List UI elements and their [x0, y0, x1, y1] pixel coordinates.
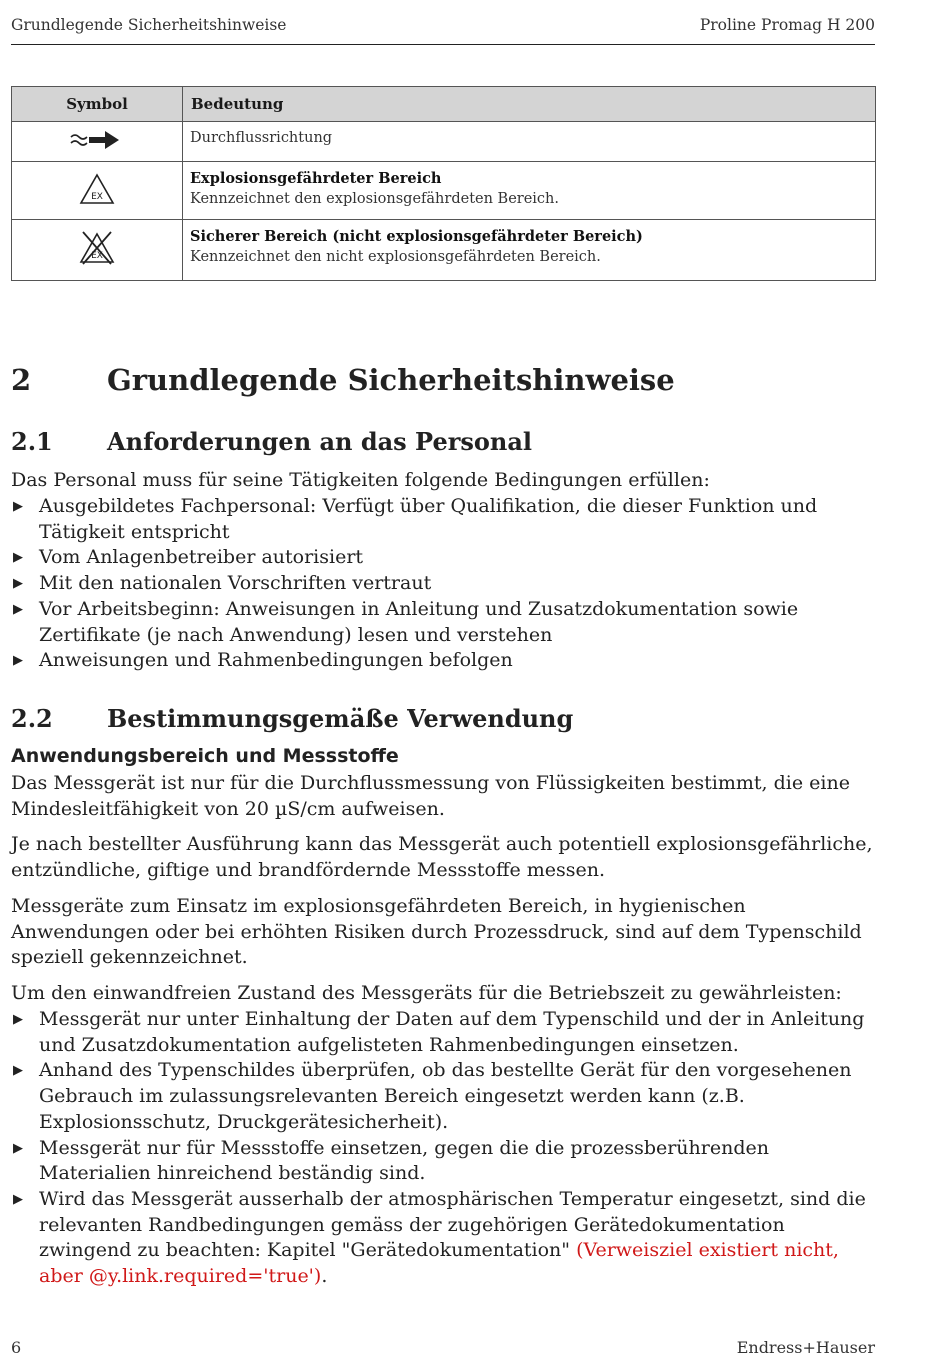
flow-direction-icon	[67, 128, 127, 152]
row-text: Durchflussrichtung	[190, 130, 333, 146]
list-item: ▶ Vom Anlagenbetreiber autorisiert	[11, 545, 877, 571]
paragraph: Das Messgerät ist nur für die Durchflussmessung von Flüssigkeiten bestimmt, die eine Mindesleitfähigkeit von 20 µS/cm aufweisen.	[11, 772, 850, 820]
list-item: ▶ Anweisungen und Rahmenbedingungen befolgen	[11, 648, 877, 674]
row-title: Explosionsgefährdeter Bereich	[190, 170, 442, 187]
usage-conditions-list	[11, 1007, 877, 1290]
row-text: Kennzeichnet den nicht explosionsgefährdeten Bereich.	[190, 249, 601, 265]
section-number: 2.2	[11, 704, 53, 733]
header-section-title: Grundlegende Sicherheitshinweise	[11, 16, 287, 34]
bullet-triangle-icon: ▶	[13, 1063, 23, 1079]
list-item: ▶ Ausgebildetes Fachpersonal: Verfügt über Qualifikation, die dieser Funktion und Tätigkeit entspricht	[13, 495, 818, 543]
symbol-table	[11, 86, 876, 281]
bullet-triangle-icon: ▶	[13, 550, 23, 566]
col-meaning-header: Bedeutung	[183, 87, 876, 122]
personnel-requirements-list	[11, 494, 877, 674]
heading-section-2	[11, 363, 675, 397]
bullet-triangle-icon: ▶	[13, 1191, 23, 1207]
personnel-intro: Das Personal muss für seine Tätigkeiten folgende Bedingungen erfüllen:	[11, 469, 710, 491]
paragraph: Um den einwandfreien Zustand des Messgeräts für die Betriebszeit zu gewährleisten:	[11, 982, 842, 1004]
paragraph: Messgeräte zum Einsatz im explosionsgefährdeten Bereich, in hygienischen Anwendungen oder bei erhöhten Risiken durch Prozessdruck, sind auf dem Typenschild speziell gekennzeichnet.	[11, 895, 862, 969]
section-title: Bestimmungsgemäße Verwendung	[107, 704, 574, 733]
list-item-text: Wird das Messgerät ausserhalb der atmosphärischen Temperatur eingesetzt, sind die relevanten Randbedingungen gemäss der zugehörigen Gerätedokumentation zwingend zu beachten: Kapitel "Gerätedokumentation"	[39, 1187, 866, 1262]
table-header-row	[12, 87, 876, 122]
bullet-triangle-icon: ▶	[13, 653, 23, 669]
broken-link-error[interactable]: (Verweisziel existiert nicht, aber @y.link.required='true')	[39, 1239, 839, 1288]
table-row	[12, 122, 876, 162]
bullet-triangle-icon: ▶	[13, 499, 23, 514]
safe-area-icon	[77, 230, 117, 266]
section-number: 2	[11, 363, 32, 397]
section-number: 2.1	[11, 427, 53, 456]
table-row	[12, 162, 876, 220]
heading-section-2-2	[11, 704, 573, 733]
list-item: ▶ Mit den nationalen Vorschriften vertraut	[11, 571, 877, 597]
section-title: Anforderungen an das Personal	[107, 427, 533, 456]
header-product-name: Proline Promag H 200	[699, 16, 875, 34]
bullet-triangle-icon: ▶	[13, 1012, 23, 1027]
page-number: 6	[11, 1338, 22, 1357]
svg-text:EX: EX	[91, 251, 103, 261]
list-item: ▶ Wird das Messgerät ausserhalb der atmosphärischen Temperatur eingesetzt, sind die relevanten Randbedingungen gemäss der zugehörigen Gerätedokumentation zwingend zu beachten: Kapitel "Gerätedokumentation" (Verweisziel existiert nicht, aber @y.link.required='true').	[13, 1187, 866, 1288]
paragraph: Je nach bestellter Ausführung kann das Messgerät auch potentiell explosionsgefährliche, entzündliche, giftige und brandfördernde Messstoffe messen.	[11, 833, 873, 881]
list-item: ▶ Messgerät nur unter Einhaltung der Daten auf dem Typenschild und der in Anleitung und Zusatzdokumentation aufgelisteten Rahmenbedingungen einsetzen.	[13, 1008, 865, 1056]
list-item: ▶ Vor Arbeitsbeginn: Anweisungen in Anleitung und Zusatzdokumentation sowie Zertifikate (je nach Anwendung) lesen und verstehen	[13, 597, 799, 646]
ex-hazard-area-icon	[77, 172, 117, 206]
list-item: ▶ Messgerät nur für Messstoffe einsetzen, gegen die die prozessberührenden Materialien hinreichend beständig sind.	[13, 1136, 769, 1185]
bullet-triangle-icon: ▶	[13, 1140, 23, 1156]
col-symbol-header: Symbol	[12, 87, 183, 122]
subheading-application: Anwendungsbereich und Messstoffe	[11, 745, 399, 767]
table-row	[12, 220, 876, 281]
bullet-triangle-icon: ▶	[13, 576, 23, 592]
row-title: Sicherer Bereich (nicht explosionsgefährdeter Bereich)	[190, 228, 643, 245]
section-title: Grundlegende Sicherheitshinweise	[107, 363, 675, 397]
brand-name: Endress+Hauser	[736, 1338, 875, 1357]
row-text: Kennzeichnet den explosionsgefährdeten Bereich.	[190, 191, 559, 207]
heading-section-2-1	[11, 427, 532, 456]
list-item: ▶ Anhand des Typenschildes überprüfen, ob das bestellte Gerät für den vorgesehenen Gebrauch im zulassungsrelevanten Bereich eingesetzt werden kann (z.B. Explosionsschutz, Druckgerätesicherheit).	[13, 1059, 852, 1133]
page-header	[11, 14, 875, 45]
svg-text:EX: EX	[91, 191, 103, 202]
bullet-triangle-icon: ▶	[13, 601, 23, 617]
